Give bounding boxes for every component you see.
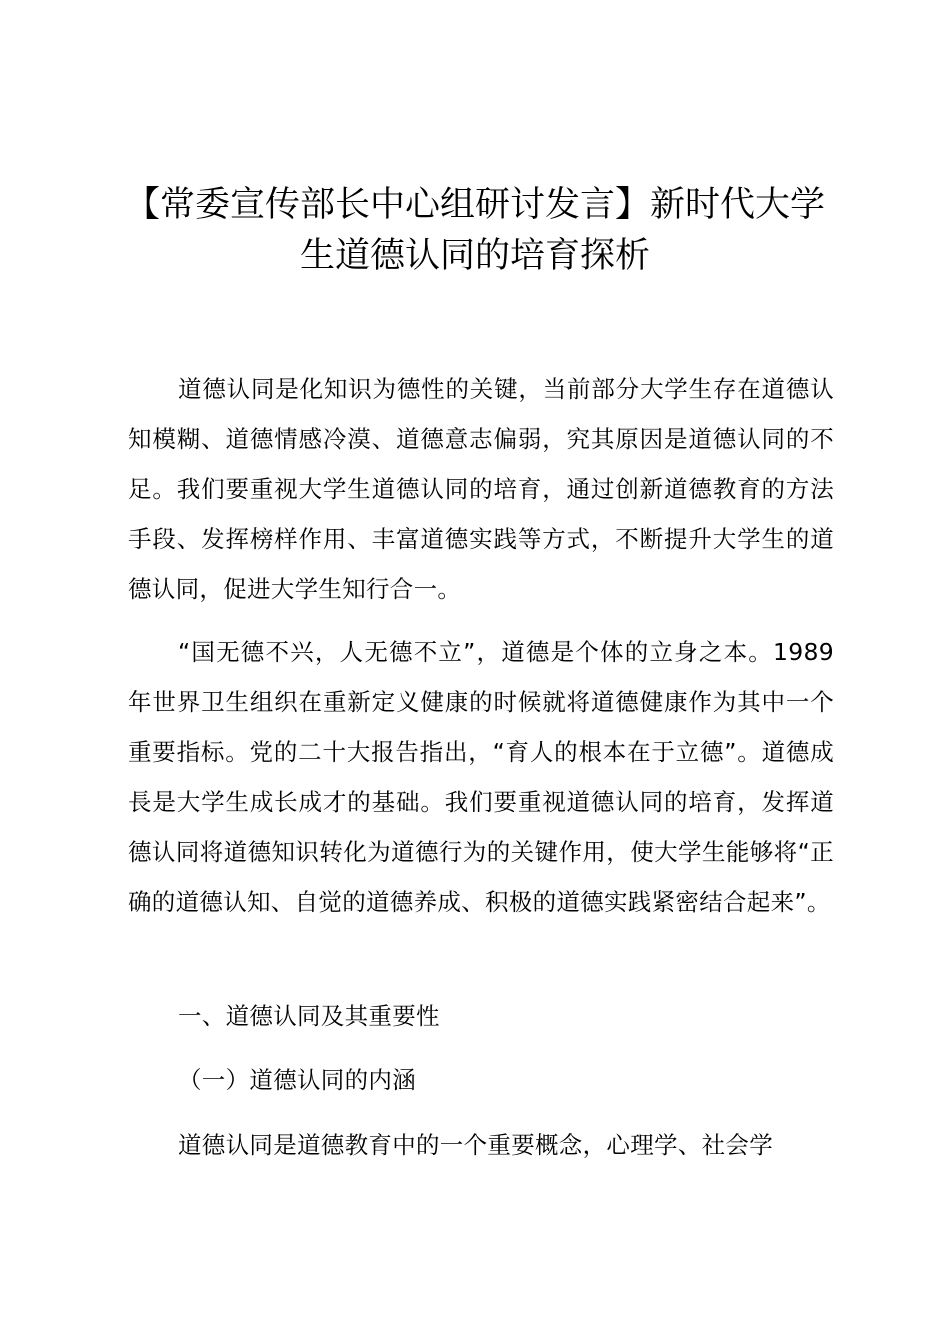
document-title: 【常委宣传部长中心组研讨发言】新时代大学生道德认同的培育探析 xyxy=(124,185,825,276)
paragraph-background: “国无德不兴，人无德不立”，道德是个体的立身之本。1989 年世界卫生组织在重新定义健康的时候就将道德健康作为其中一个重要指标。党的二十大报告指出，“育人的根本在于立德”。道德成長是大学生成长成才的基础。我们要重视道德认同的培育，发挥道德认同将道德知识转化为道德行为的关键作用，使大学生能够将“正确的道德认知、自觉的道德养成、积极的道德实践紧密结合起来”。 xyxy=(128,638,834,916)
subsection-heading: （一）道德认同的内涵 xyxy=(178,1066,416,1094)
paragraph-intro: 道德认同是化知识为德性的关键，当前部分大学生存在道德认知模糊、道德情感冷漠、道德意志偏弱，究其原因是道德认同的不足。我们要重视大学生道德认同的培育，通过创新道德教育的方法手段、发挥榜样作用、丰富道德实践等方式，不断提升大学生的道德认同，促进大学生知行合一。 xyxy=(128,375,834,603)
paragraph-definition: 道德认同是道德教育中的一个重要概念，心理学、社会学 xyxy=(178,1131,773,1159)
section-heading: 一、道德认同及其重要性 xyxy=(178,1002,440,1030)
